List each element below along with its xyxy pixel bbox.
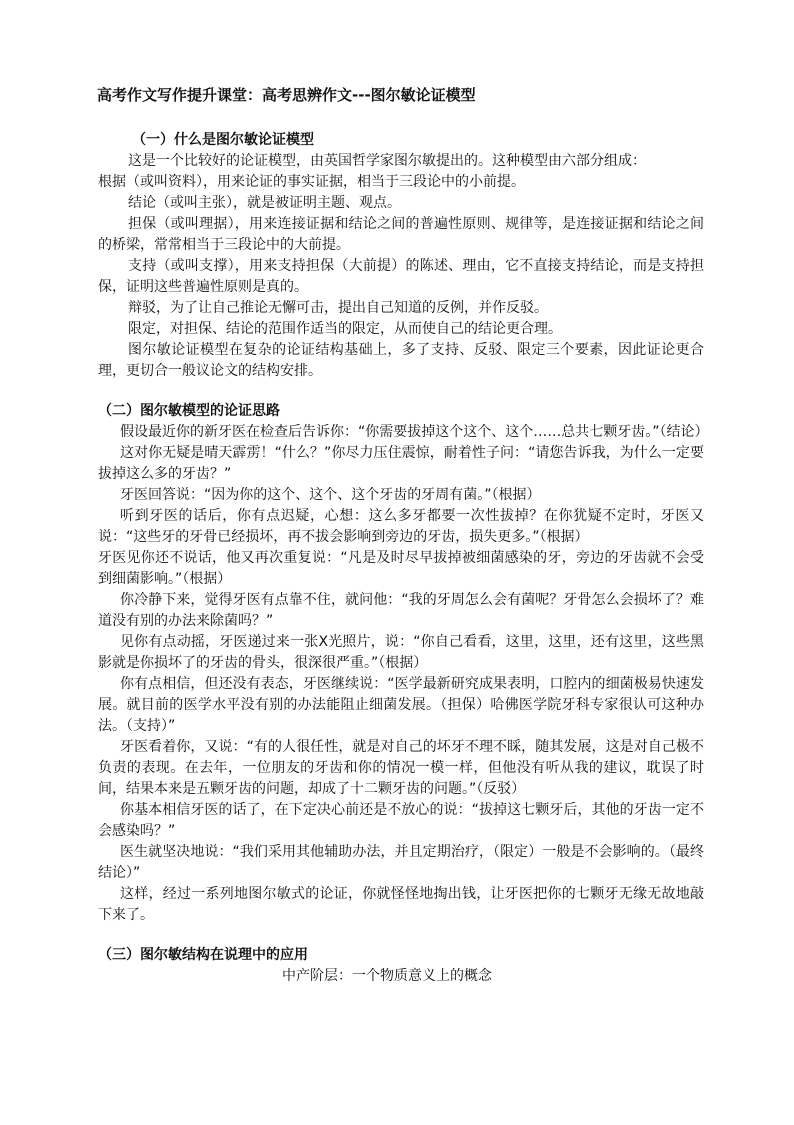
paragraph: 听到牙医的话后，你有点迟疑，心想：这么多牙都要一次性拔掉？在你犹疑不定时，牙医又说：“这些牙的牙骨已经损坏，再不拔会影响到旁边的牙齿，损失更多。”（根据）: [98, 508, 704, 545]
document-body: [98, 130, 709, 987]
paragraph: 牙医看着你，又说：“有的人很任性，就是对自己的坏牙不理不睬，随其发展，这是对自己极不负责的表现。在去年，一位朋友的牙齿和你的情况一模一样，但他没有听从我的建议，耽误了时间，结果本来是五颗牙齿的问题，却成了十二颗牙齿的问题。”（反驳）: [98, 739, 704, 797]
paragraph: 见你有点动摇，牙医递过来一张X光照片，说：“你自己看看，这里，这里，还有这里，这些黑影就是你损坏了的牙齿的骨头，很深很严重。”（根据）: [98, 634, 704, 671]
paragraph: 结论（或叫主张），就是被证明主题、观点。: [128, 195, 401, 211]
paragraph: 辩驳，为了让自己推论无懈可击，提出自己知道的反例，并作反驳。: [128, 300, 548, 316]
paragraph: 假设最近你的新牙医在检查后告诉你：“你需要拔掉这个这个、这个……总共七颗牙齿。”（结论）: [120, 424, 709, 440]
paragraph: 限定，对担保、结论的范围作适当的限定，从而使自己的结论更合理。: [128, 321, 562, 337]
paragraph: 图尔敏论证模型在复杂的论证结构基础上，多了支持、反驳、限定三个要素，因此证论更合理，更切合一般议论文的结构安排。: [98, 342, 704, 379]
paragraph: 这对你无疑是晴天霹雳！“什么？”你尽力压住震惊，耐着性子问：“请您告诉我，为什么一定要拔掉这么多的牙齿？”: [98, 445, 704, 482]
document-title: 高考作文写作提升课堂：高考思辨作文---图尔敏论证模型: [97, 86, 476, 104]
paragraph: 根据（或叫资料），用来论证的事实证据，相当于三段论中的小前提。: [98, 174, 525, 190]
paragraph: 医生就坚决地说：“我们采用其他辅助办法，并且定期治疗，（限定）一般是不会影响的。（最终结论）”: [98, 844, 704, 881]
paragraph: 你有点相信，但还没有表态，牙医继续说：“医学最新研究成果表明，口腔内的细菌极易快速发展。就目前的医学水平没有别的办法能阻止细菌发展。（担保）哈佛医学院牙科专家很认可这种办法。（支持）”: [98, 676, 704, 734]
paragraph: 这样，经过一系列地图尔敏式的论证，你就怪怪地掏出钱，让牙医把你的七颗牙无缘无故地敲下来了。: [98, 886, 704, 923]
paragraph: 支持（或叫支撑），用来支持担保（大前提）的陈述、理由，它不直接支持结论，而是支持担保，证明这些普遍性原则是真的。: [98, 258, 704, 295]
section-1-heading: （一）什么是图尔敏论证模型: [132, 132, 314, 148]
section-2-heading: （二）图尔敏模型的论证思路: [98, 403, 280, 419]
paragraph: 你冷静下来，觉得牙医有点靠不住，就问他：“我的牙周怎么会有菌呢？牙骨怎么会损坏了？难道没有别的办法来除菌吗？”: [98, 592, 704, 629]
paragraph: 这是一个比较好的论证模型，由英国哲学家图尔敏提出的。这种模型由六部分组成：: [128, 153, 646, 169]
paragraph: 你基本相信牙医的话了，在下定决心前还是不放心的说：“拔掉这七颗牙后，其他的牙齿一定不会感染吗？”: [98, 802, 704, 839]
paragraph: 牙医回答说：“因为你的这个、这个、这个牙齿的牙周有菌。”（根据）: [120, 487, 541, 503]
section-3-subtitle: 中产阶层：一个物质意义上的概念: [282, 968, 492, 984]
paragraph: 牙医见你还不说话，他又再次重复说：“凡是及时尽早拔掉被细菌感染的牙，旁边的牙齿就不会受到细菌影响。”（根据）: [98, 550, 704, 587]
paragraph: 担保（或叫理据），用来连接证据和结论之间的普遍性原则、规律等，是连接证据和结论之间的桥梁，常常相当于三段论中的大前提。: [98, 216, 704, 253]
section-3-heading: （三）图尔敏结构在说理中的应用: [98, 947, 308, 963]
